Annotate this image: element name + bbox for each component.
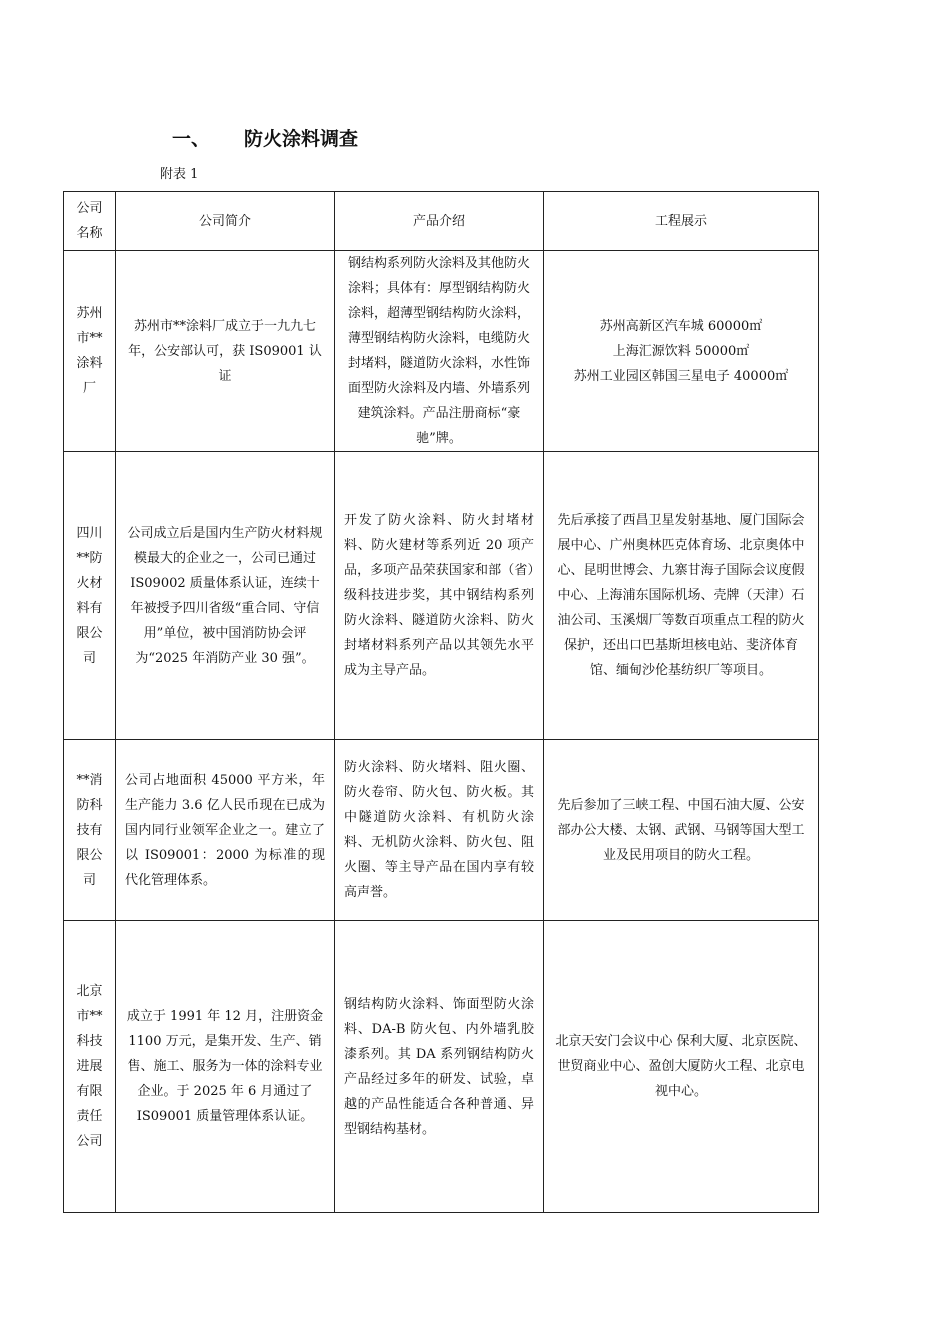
header-company-name: 公司名称 [64,192,116,251]
section-heading [172,124,358,151]
header-product-intro: 产品介绍 [335,192,544,251]
company-name-cell: 苏州市**涂料厂 [64,251,116,452]
project-cell: 先后参加了三峡工程、中国石油大厦、公安部办公大楼、太钢、武钢、马钢等国大型工业及民用项目的防火工程。 [544,740,819,921]
project-cell: 北京天安门会议中心 保利大厦、北京医院、世贸商业中心、盈创大厦防火工程、北京电视中心。 [544,921,819,1213]
product-intro-cell: 防火涂料、防火堵料、阻火圈、防火卷帘、防火包、防火板。其中隧道防火涂料、有机防火涂料、无机防火涂料、防火包、阻火圈、等主导产品在国内享有较高声誉。 [335,740,544,921]
company-intro-cell: 苏州市**涂料厂成立于一九九七年，公安部认可，获 IS09001 认证 [116,251,335,452]
company-intro-cell: 成立于 1991 年 12 月，注册资金 1100 万元，是集开发、生产、销售、施工、服务为一体的涂料专业企业。于 2025 年 6 月通过了 IS09001 质量管理体系认证。 [116,921,335,1213]
company-name-cell: 四川**防火材料有限公司 [64,452,116,740]
project-line: 苏州高新区汽车城 60000㎡ [599,318,763,334]
project-line: 苏州工业园区韩国三星电子 40000㎡ [573,368,789,384]
company-name-cell: 北京市**科技进展有限责任公司 [64,921,116,1213]
section-title: 防火涂料调查 [244,128,359,150]
product-intro-cell: 开发了防火涂料、防火封堵材料、防火建材等系列近 20 项产品，多项产品荣获国家和部（省）级科技进步奖，其中钢结构系列防火涂料、隧道防火涂料、防火封堵材料系列产品以其领先水平成为主导产品。 [335,452,544,740]
project-cell: 先后承接了西昌卫星发射基地、厦门国际会展中心、广州奥林匹克体育场、北京奥体中心、昆明世博会、九寨甘海子国际会议度假中心、上海浦东国际机场、壳牌（天津）石油公司、玉溪烟厂等数百项重点工程的防火保护，还出口巴基斯坦核电站、斐济体育馆、缅甸沙伦基纺织厂等项目。 [544,452,819,740]
header-project-showcase: 工程展示 [544,192,819,251]
section-number: 一、 [172,128,211,150]
table-row [64,921,819,1213]
project-line: 上海汇源饮料 50000㎡ [612,343,750,359]
table-row [64,452,819,740]
project-cell [544,251,819,452]
company-name-cell: **消防科技有限公司 [64,740,116,921]
table-header-row [64,192,819,251]
header-company-intro: 公司简介 [116,192,335,251]
product-intro-cell: 钢结构系列防火涂料及其他防火涂料；具体有：厚型钢结构防火涂料，超薄型钢结构防火涂料，薄型钢结构防火涂料，电缆防火封堵料，隧道防火涂料，水性饰面型防火涂料及内墙、外墙系列建筑涂料。产品注册商标“豪驰”牌。 [335,251,544,452]
company-intro-cell: 公司成立后是国内生产防火材料规模最大的企业之一，公司已通过 IS09002 质量体系认证，连续十年被授予四川省级“重合同、守信用”单位，被中国消防协会评为“2025 年消防产业 30 强”。 [116,452,335,740]
product-intro-cell: 钢结构防火涂料、饰面型防火涂料、DA-B 防火包、内外墙乳胶漆系列。其 DA 系列钢结构防火产品经过多年的研发、试验，卓越的产品性能适合各种普通、异型钢结构基材。 [335,921,544,1213]
company-survey-table [63,191,819,1213]
table-caption: 附表 1 [160,167,199,182]
table-row [64,251,819,452]
company-intro-cell: 公司占地面积 45000 平方米，年生产能力 3.6 亿人民币现在已成为国内同行业领军企业之一。建立了以 IS09001：2000 为标准的现代化管理体系。 [116,740,335,921]
table-row [64,740,819,921]
